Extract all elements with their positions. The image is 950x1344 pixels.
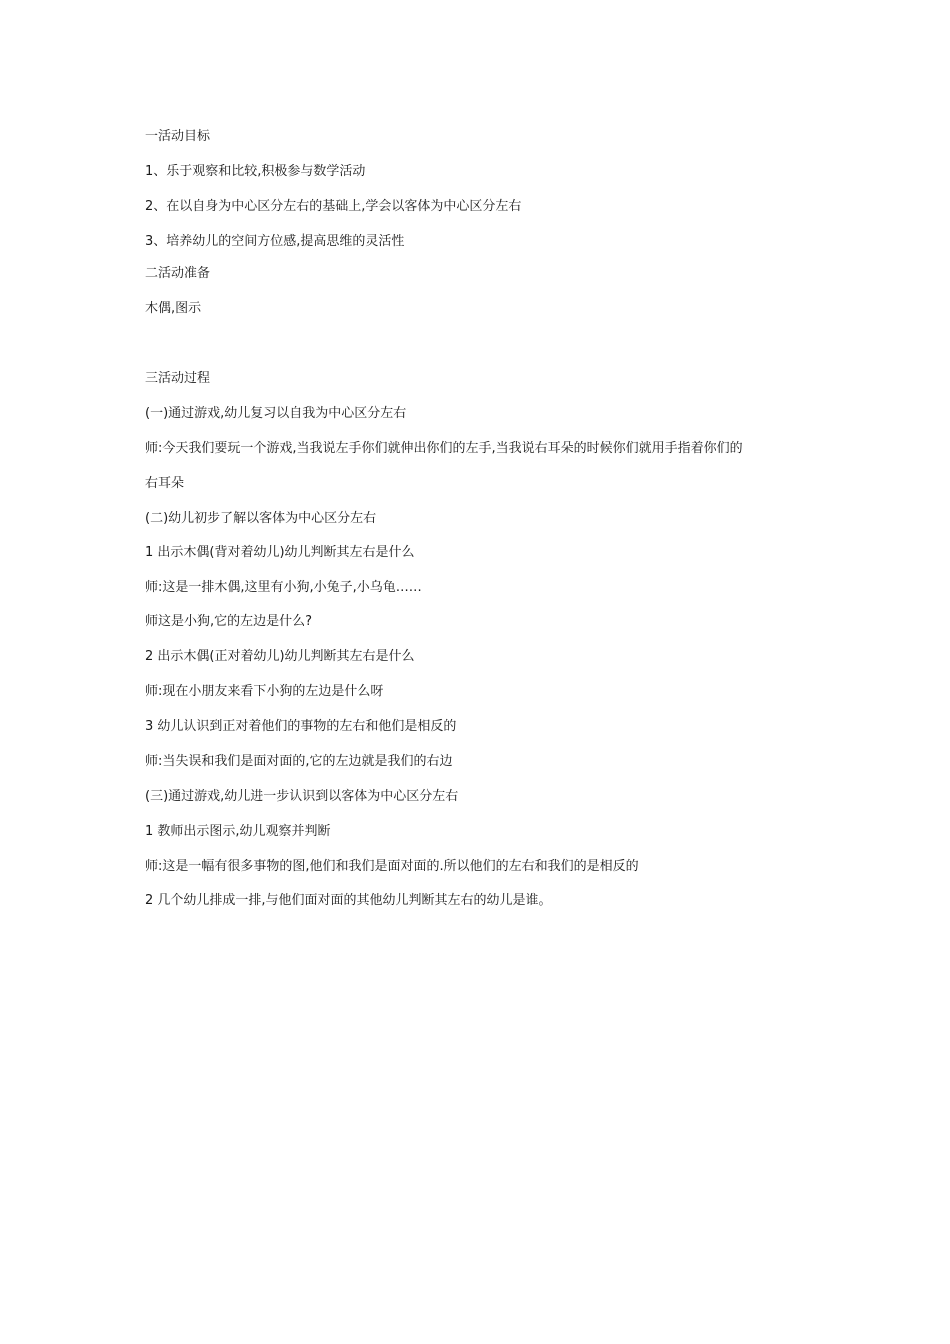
- paragraph-line: 师:这是一排木偶,这里有小狗,小兔子,小乌龟……: [145, 580, 422, 595]
- goal-item-2: 2、在以自身为中心区分左右的基础上,学会以客体为中心区分左右: [145, 199, 522, 214]
- paragraph-line: 1 教师出示图示,幼儿观察并判断: [145, 824, 331, 839]
- paragraph-line: 1 出示木偶(背对着幼儿)幼儿判断其左右是什么: [145, 545, 415, 560]
- process-step-heading-2: (二)幼儿初步了解以客体为中心区分左右: [145, 511, 377, 526]
- paragraph-line: 3 幼儿认识到正对着他们的事物的左右和他们是相反的: [145, 719, 457, 734]
- preparation-materials: 木偶,图示: [145, 301, 202, 316]
- paragraph-line: 师:当失误和我们是面对面的,它的左边就是我们的右边: [145, 754, 453, 769]
- paragraph-line: 右耳朵: [145, 476, 185, 491]
- paragraph-line: 师这是小狗,它的左边是什么?: [145, 614, 313, 629]
- section-heading-goals: 一活动目标: [145, 129, 211, 144]
- process-step-heading-1: (一)通过游戏,幼儿复习以自我为中心区分左右: [145, 406, 407, 421]
- process-step-heading-3: (三)通过游戏,幼儿进一步认识到以客体为中心区分左右: [145, 789, 459, 804]
- paragraph-line: 师:今天我们要玩一个游戏,当我说左手你们就伸出你们的左手,当我说右耳朵的时候你们就用手指着你们的: [145, 441, 743, 456]
- paragraph-line: 2 几个幼儿排成一排,与他们面对面的其他幼儿判断其左右的幼儿是谁。: [145, 893, 552, 908]
- paragraph-line: 2 出示木偶(正对着幼儿)幼儿判断其左右是什么: [145, 649, 415, 664]
- goal-item-1: 1、乐于观察和比较,积极参与数学活动: [145, 164, 366, 179]
- paragraph-line: 师:这是一幅有很多事物的图,他们和我们是面对面的.所以他们的左右和我们的是相反的: [145, 859, 639, 874]
- goal-item-3: 3、培养幼儿的空间方位感,提高思维的灵活性: [145, 234, 405, 249]
- section-heading-process: 三活动过程: [145, 371, 211, 386]
- paragraph-line: 师:现在小朋友来看下小狗的左边是什么呀: [145, 684, 384, 699]
- section-heading-preparation: 二活动准备: [145, 266, 211, 281]
